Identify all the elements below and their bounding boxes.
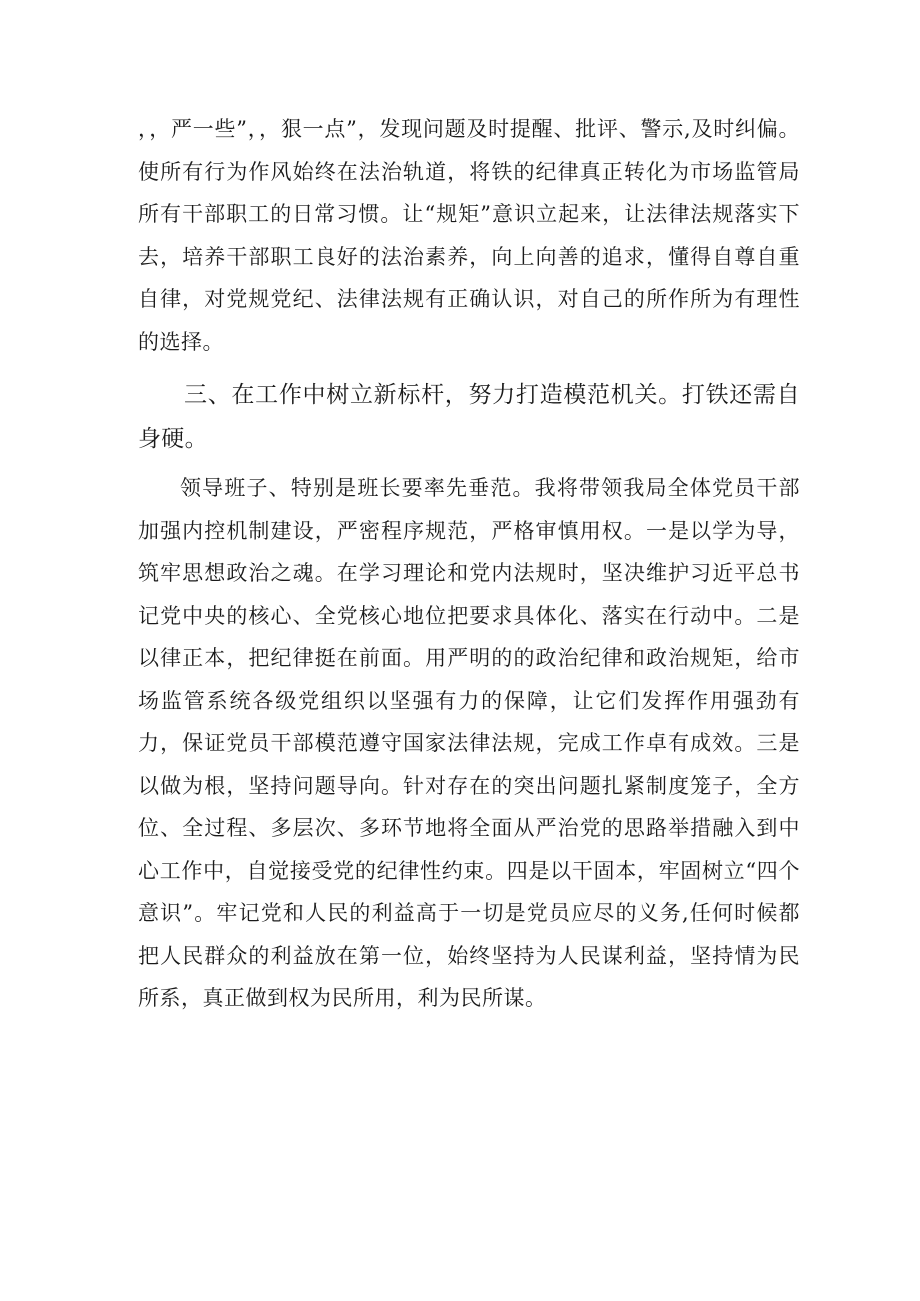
section-heading-3: 三、在工作中树立新标杆，努力打造模范机关。打铁还需自身硬。 xyxy=(138,382,800,452)
body-paragraph-1: ，，严一些”，，狠一点”，发现问题及时提醒、批评、警示,及时纠偏。使所有行为作风始终在法治轨道，将铁的纪律真正转化为市场监管局所有干部职工的日常习惯。让“规矩”意识立起来，让法律法规落实下去，培养干部职工良好的法治素养，向上向善的追求，懂得自尊自重自律，对党规党纪、法律法规有正确认识，对自己的所作所为有理性的选择。 xyxy=(138,117,800,354)
body-paragraph-2: 领导班子、特别是班长要率先垂范。我将带领我局全体党员干部加强内控机制建设，严密程序规范，严格审慎用权。一是以学为导，筑牢思想政治之魂。在学习理论和党内法规时，坚决维护习近平总书记党中央的核心、全党核心地位把要求具体化、落实在行动中。二是以律正本，把纪律挺在前面。用严明的的政治纪律和政治规矩，给市场监管系统各级党组织以坚强有力的保障，让它们发挥作用强劲有力，保证党员干部模范遵守国家法律法规，完成工作卓有成效。三是以做为根，坚持问题导向。针对存在的突出问题扎紧制度笼子，全方位、全过程、多层次、多环节地将全面从严治党的思路举措融入到中心工作中，自觉接受党的纪律性约束。四是以干固本，牢固树立“四个意识”。牢记党和人民的利益高于一切是党员应尽的义务,任何时候都把人民群众的利益放在第一位，始终坚持为人民谋利益，坚持情为民所系，真正做到权为民所用，利为民所谋。 xyxy=(138,476,800,1010)
document-page xyxy=(138,108,800,1020)
